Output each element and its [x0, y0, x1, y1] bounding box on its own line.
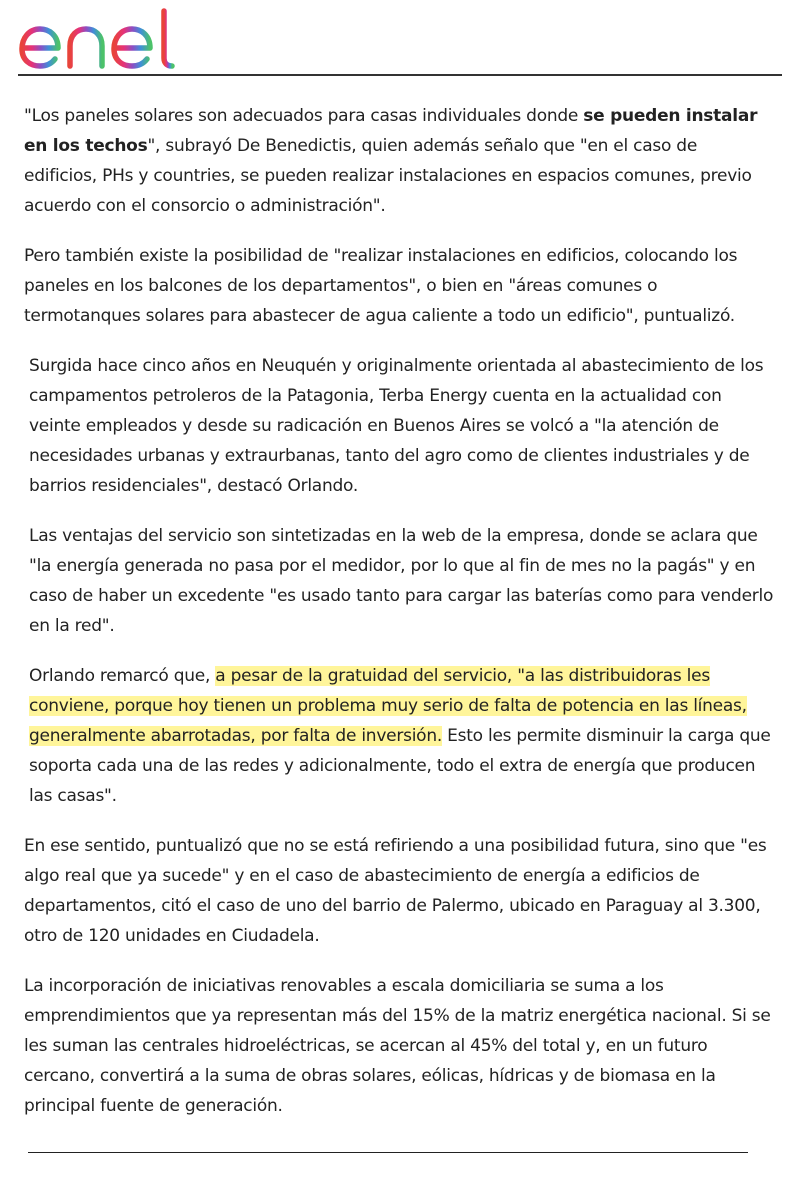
bottom-divider	[28, 1152, 748, 1153]
paragraph-3: Surgida hace cinco años en Neuquén y originalmente orientada al abastecimiento de los campamentos petroleros de la Patagonia, Terba Energy cuenta en la actualidad con veinte empleados y desde su radicación en Buenos Aires se volcó a "la atención de necesidades urbanas y extraurbanas, tanto del agro como de clientes industriales y de barrios residenciales", destacó Orlando.	[29, 356, 764, 496]
paragraph-4: Las ventajas del servicio son sintetizadas en la web de la empresa, donde se aclara que "la energía generada no pasa por el medidor, por lo que al fin de mes no la pagás" y en caso de haber un excedente "es usado tanto para cargar las baterías como para venderlo en la red".	[29, 526, 774, 636]
paragraph-5-text-start: Orlando remarcó que,	[29, 666, 216, 686]
highlighted-quote: a pesar de la gratuidad del servicio, "a las distribuidoras les conviene, porque hoy tienen un problema muy serio de falta de potencia en las líneas, generalmente abarrotadas, por falta de inversión.	[29, 666, 747, 746]
paragraph-5	[24, 661, 774, 811]
paragraph-2: Pero también existe la posibilidad de "realizar instalaciones en edificios, colocando los paneles en los balcones de los departamentos", o bien en "áreas comunes o termotanques solares para abastecer de agua caliente a todo un edificio", puntualizó.	[24, 246, 738, 326]
article-body	[24, 101, 774, 1121]
paragraph-1-text-start: "Los paneles solares son adecuados para casas individuales donde	[24, 106, 584, 126]
paragraph-1-text-end: ", subrayó De Benedictis, quien además señalo que "en el caso de edificios, PHs y countries, se pueden realizar instalaciones en espacios comunes, previo acuerdo con el consorcio o administración".	[24, 136, 752, 216]
paragraph-1	[24, 101, 774, 221]
paragraph-7: La incorporación de iniciativas renovables a escala domiciliaria se suma a los emprendimientos que ya representan más del 15% de la matriz energética nacional. Si se les suman las centrales hidroeléctricas, se acercan al 45% del total y, en un futuro cercano, convertirá a la suma de obras solares, eólicas, hídricas y de biomasa en la principal fuente de generación.	[24, 976, 771, 1116]
paragraph-6: En ese sentido, puntualizó que no se está refiriendo a una posibilidad futura, sino que "es algo real que ya sucede" y en el caso de abastecimiento de energía a edificios de departamentos, citó el caso de uno del barrio de Palermo, ubicado en Paraguay al 3.300, otro de 120 unidades en Ciudadela.	[24, 836, 767, 946]
paragraph-5-text-end: Esto les permite disminuir la carga que soporta cada una de las redes y adicionalmente, todo el extra de energía que producen las casas".	[29, 726, 771, 806]
paragraph-1-bold-text: se pueden instalar en los techos	[24, 106, 758, 156]
page-header	[18, 0, 782, 76]
enel-logo[interactable]	[18, 8, 188, 70]
